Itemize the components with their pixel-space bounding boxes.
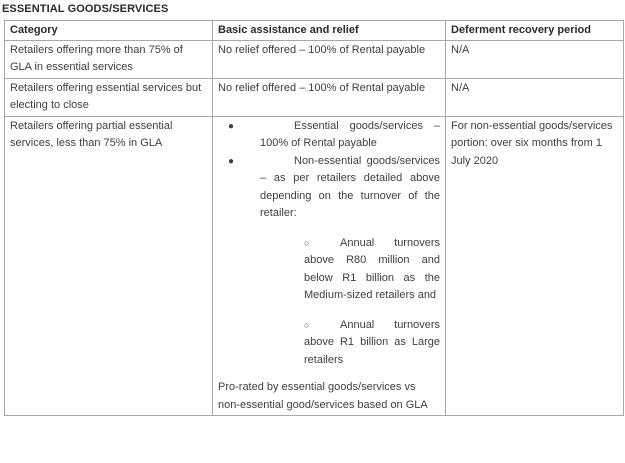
relief-sub-list <box>304 235 440 370</box>
relief-bullet: ● Essential goods/services – 100% of Rental payable <box>228 119 440 149</box>
relief-sub-bullet: ○ Annual turnovers above R80 million and below R1 billion as the Medium-sized retailers and <box>304 236 440 301</box>
table-row <box>5 40 624 78</box>
category-cell: Retailers offering essential services but electing to close <box>5 78 213 116</box>
hollow-circle-icon: ○ <box>304 319 310 330</box>
deferment-cell: For non-essential goods/services portion: over six months from 1 July 2020 <box>446 116 624 416</box>
section-heading: ESSENTIAL GOODS/SERVICES <box>2 3 169 15</box>
relief-note: Pro-rated by essential goods/services vs non-essential good/services based on GLA <box>218 381 428 411</box>
column-header-relief: Basic assistance and relief <box>213 21 446 41</box>
table-row <box>5 78 624 116</box>
bullet-icon: ● <box>228 155 235 167</box>
deferment-cell: N/A <box>446 40 624 78</box>
relief-sub-bullet: ○ Annual turnovers above R1 billion as Large retailers <box>304 318 440 366</box>
relief-table <box>4 20 624 416</box>
hollow-circle-icon: ○ <box>304 237 310 248</box>
column-header-category: Category <box>5 21 213 41</box>
category-cell: Retailers offering partial essential services, less than 75% in GLA <box>5 116 213 416</box>
relief-bullet: ● Non-essential goods/services – as per retailers detailed above depending on the turnover of the retailer: <box>228 154 440 219</box>
category-cell: Retailers offering more than 75% of GLA in essential services <box>5 40 213 78</box>
relief-cell: No relief offered – 100% of Rental payable <box>213 78 446 116</box>
column-header-deferment: Deferment recovery period <box>446 21 624 41</box>
bullet-icon: ● <box>228 120 235 132</box>
relief-cell: No relief offered – 100% of Rental payable <box>213 40 446 78</box>
table-header-row <box>5 21 624 41</box>
deferment-cell: N/A <box>446 78 624 116</box>
relief-cell <box>213 116 446 416</box>
table-row <box>5 116 624 416</box>
